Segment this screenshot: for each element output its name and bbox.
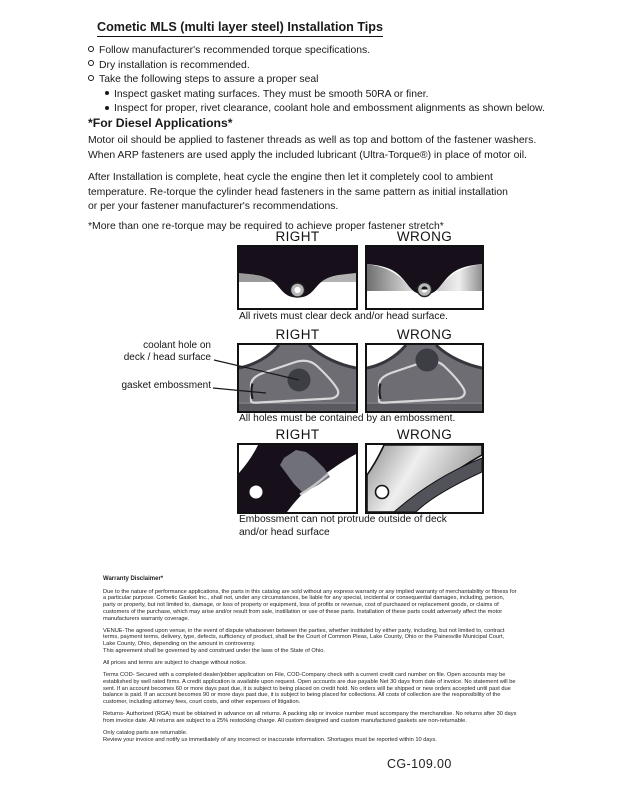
coolant-hole xyxy=(416,349,439,372)
warranty-disclaimer xyxy=(103,576,517,749)
right-label: RIGHT xyxy=(275,229,320,244)
circle-bullet-icon xyxy=(88,75,94,81)
diagram-protrude-right xyxy=(237,443,358,514)
row1-caption: All rivets must clear deck and/or head surface. xyxy=(239,311,448,322)
diagram-rivet-wrong xyxy=(365,245,484,310)
warranty-paragraph: Only catalog parts are returnable. Review your invoice and notify us immediately of any incorrect or inaccurate information. Shortages must be reported within 10 days. xyxy=(103,730,437,743)
right-label: RIGHT xyxy=(275,427,320,442)
doc-code: CG-109.00 xyxy=(387,757,452,771)
bolt-hole xyxy=(376,486,389,499)
sub-list-item: Inspect for proper, rivet clearance, coolant hole and embossment alignments as shown below. xyxy=(88,102,545,117)
page-title: Cometic MLS (multi layer steel) Installation Tips xyxy=(97,20,383,37)
wrong-label: WRONG xyxy=(396,327,453,342)
list-item: Dry installation is recommended. xyxy=(88,59,545,74)
warranty-paragraph: Returns- Authorized (RGA) must be obtained in advance on all returns. A packing slip or invoice number must accompany the merchandise. No returns after 30 days from invoice date. All returns are subject to a 25% restocking charge. All custom designed and custom manufactured gaskets are non-returnable. xyxy=(103,711,517,724)
diesel-paragraph-2: After Installation is complete, heat cycle the engine then let it completely cool to ambient temperature. Re-torque the cylinder head fasteners in the same pattern as initial installation or per your fastener manufacturer's recommendations. xyxy=(88,172,508,213)
list-item: Take the following steps to assure a proper seal xyxy=(88,73,545,88)
warranty-paragraph: Terms COD- Secured with a completed dealer/jobber application on File, COD-Company check with a current credit card number on file. Open accounts may be established by well rated firms. A credit application is available upon request. Open accounts are due payable Net 30 days from date of invoice. No statement will be sent. If an account becomes 60 or more days past due, it is subject to being placed on credit hold. No orders will be shipped or new orders accepted until past due balance is paid. If an account becomes 90 or more days past due, it is subject to being placed for collections. All costs of collection are the responsibility of the customer, including attorney fees, court costs, and other expenses of litigation. xyxy=(103,672,516,706)
row2-caption: All holes must be contained by an embossment. xyxy=(239,413,456,424)
diagram-rivet-right xyxy=(237,245,358,310)
warranty-paragraph: Due to the nature of performance applications, the parts in this catalog are sold without any express warranty or any implied warranty of merchantability or fitness for a particular purpose. Cometic Gasket Inc., shall not, under any circumstances, be liable for any special, incidental or consequential damages, including, person, party or property, but not limited to, damage, or loss of property or equipment, loss of profits or revenue, cost of purchased or replacement goods, or claims of customers of the purchase, which may arise and/or result from sale, instillation or use of these parts. Installation of these parts could adversely affect the motor manufacturers warranty coverage. xyxy=(103,588,517,622)
diagram-protrude-wrong xyxy=(365,443,484,514)
warranty-paragraph: All prices and terms are subject to change without notice. xyxy=(103,660,247,667)
dot-bullet-icon xyxy=(105,106,109,110)
warranty-paragraph: VENUE-The agreed upon venue, in the event of dispute whatsoever between the parties, whether instituted by either party, including, but not limited to, contract terms, payment terms, delivery, type, defects, sufficiency of product, shall be the Court of Common Pleas, Lake County, Ohio or the Painesville Municipal Court, Lake County, Ohio, depending on the amount in controversy. This agreement shall be governed by and construed under the laws of the State of Ohio. xyxy=(103,627,505,654)
circle-bullet-icon xyxy=(88,60,94,66)
retorque-note: *More than one re-torque may be required to achieve proper fastener stretch* xyxy=(88,221,444,232)
installation-tips-list xyxy=(88,44,545,117)
sub-list-item: Inspect gasket mating surfaces. They must be smooth 50RA or finer. xyxy=(88,88,545,103)
row3-caption: Embossment can not protrude outside of deck and/or head surface xyxy=(239,514,447,538)
wrong-label: WRONG xyxy=(396,427,453,442)
diagram-embossment-wrong xyxy=(365,343,484,413)
right-label: RIGHT xyxy=(275,327,320,342)
list-item: Follow manufacturer's recommended torque specifications. xyxy=(88,44,545,59)
coolant-hole-annotation: coolant hole on deck / head surface xyxy=(123,340,211,363)
gasket-embossment-annotation: gasket embossment xyxy=(121,380,211,391)
diesel-section-heading: *For Diesel Applications* xyxy=(88,116,233,130)
warranty-heading: Warranty Disclaimer* xyxy=(103,576,164,582)
diesel-paragraph-1: Motor oil should be applied to fastener threads as well as top and bottom of the fastener washers. When ARP fasteners are used apply the included lubricant (Ultra-Torque®) in place of motor oil. xyxy=(88,135,537,161)
diagram-embossment-right xyxy=(237,343,358,413)
wrong-label: WRONG xyxy=(396,229,453,244)
dot-bullet-icon xyxy=(105,91,109,95)
coolant-hole xyxy=(288,369,311,392)
circle-bullet-icon xyxy=(88,46,94,52)
bolt-hole xyxy=(250,486,263,499)
